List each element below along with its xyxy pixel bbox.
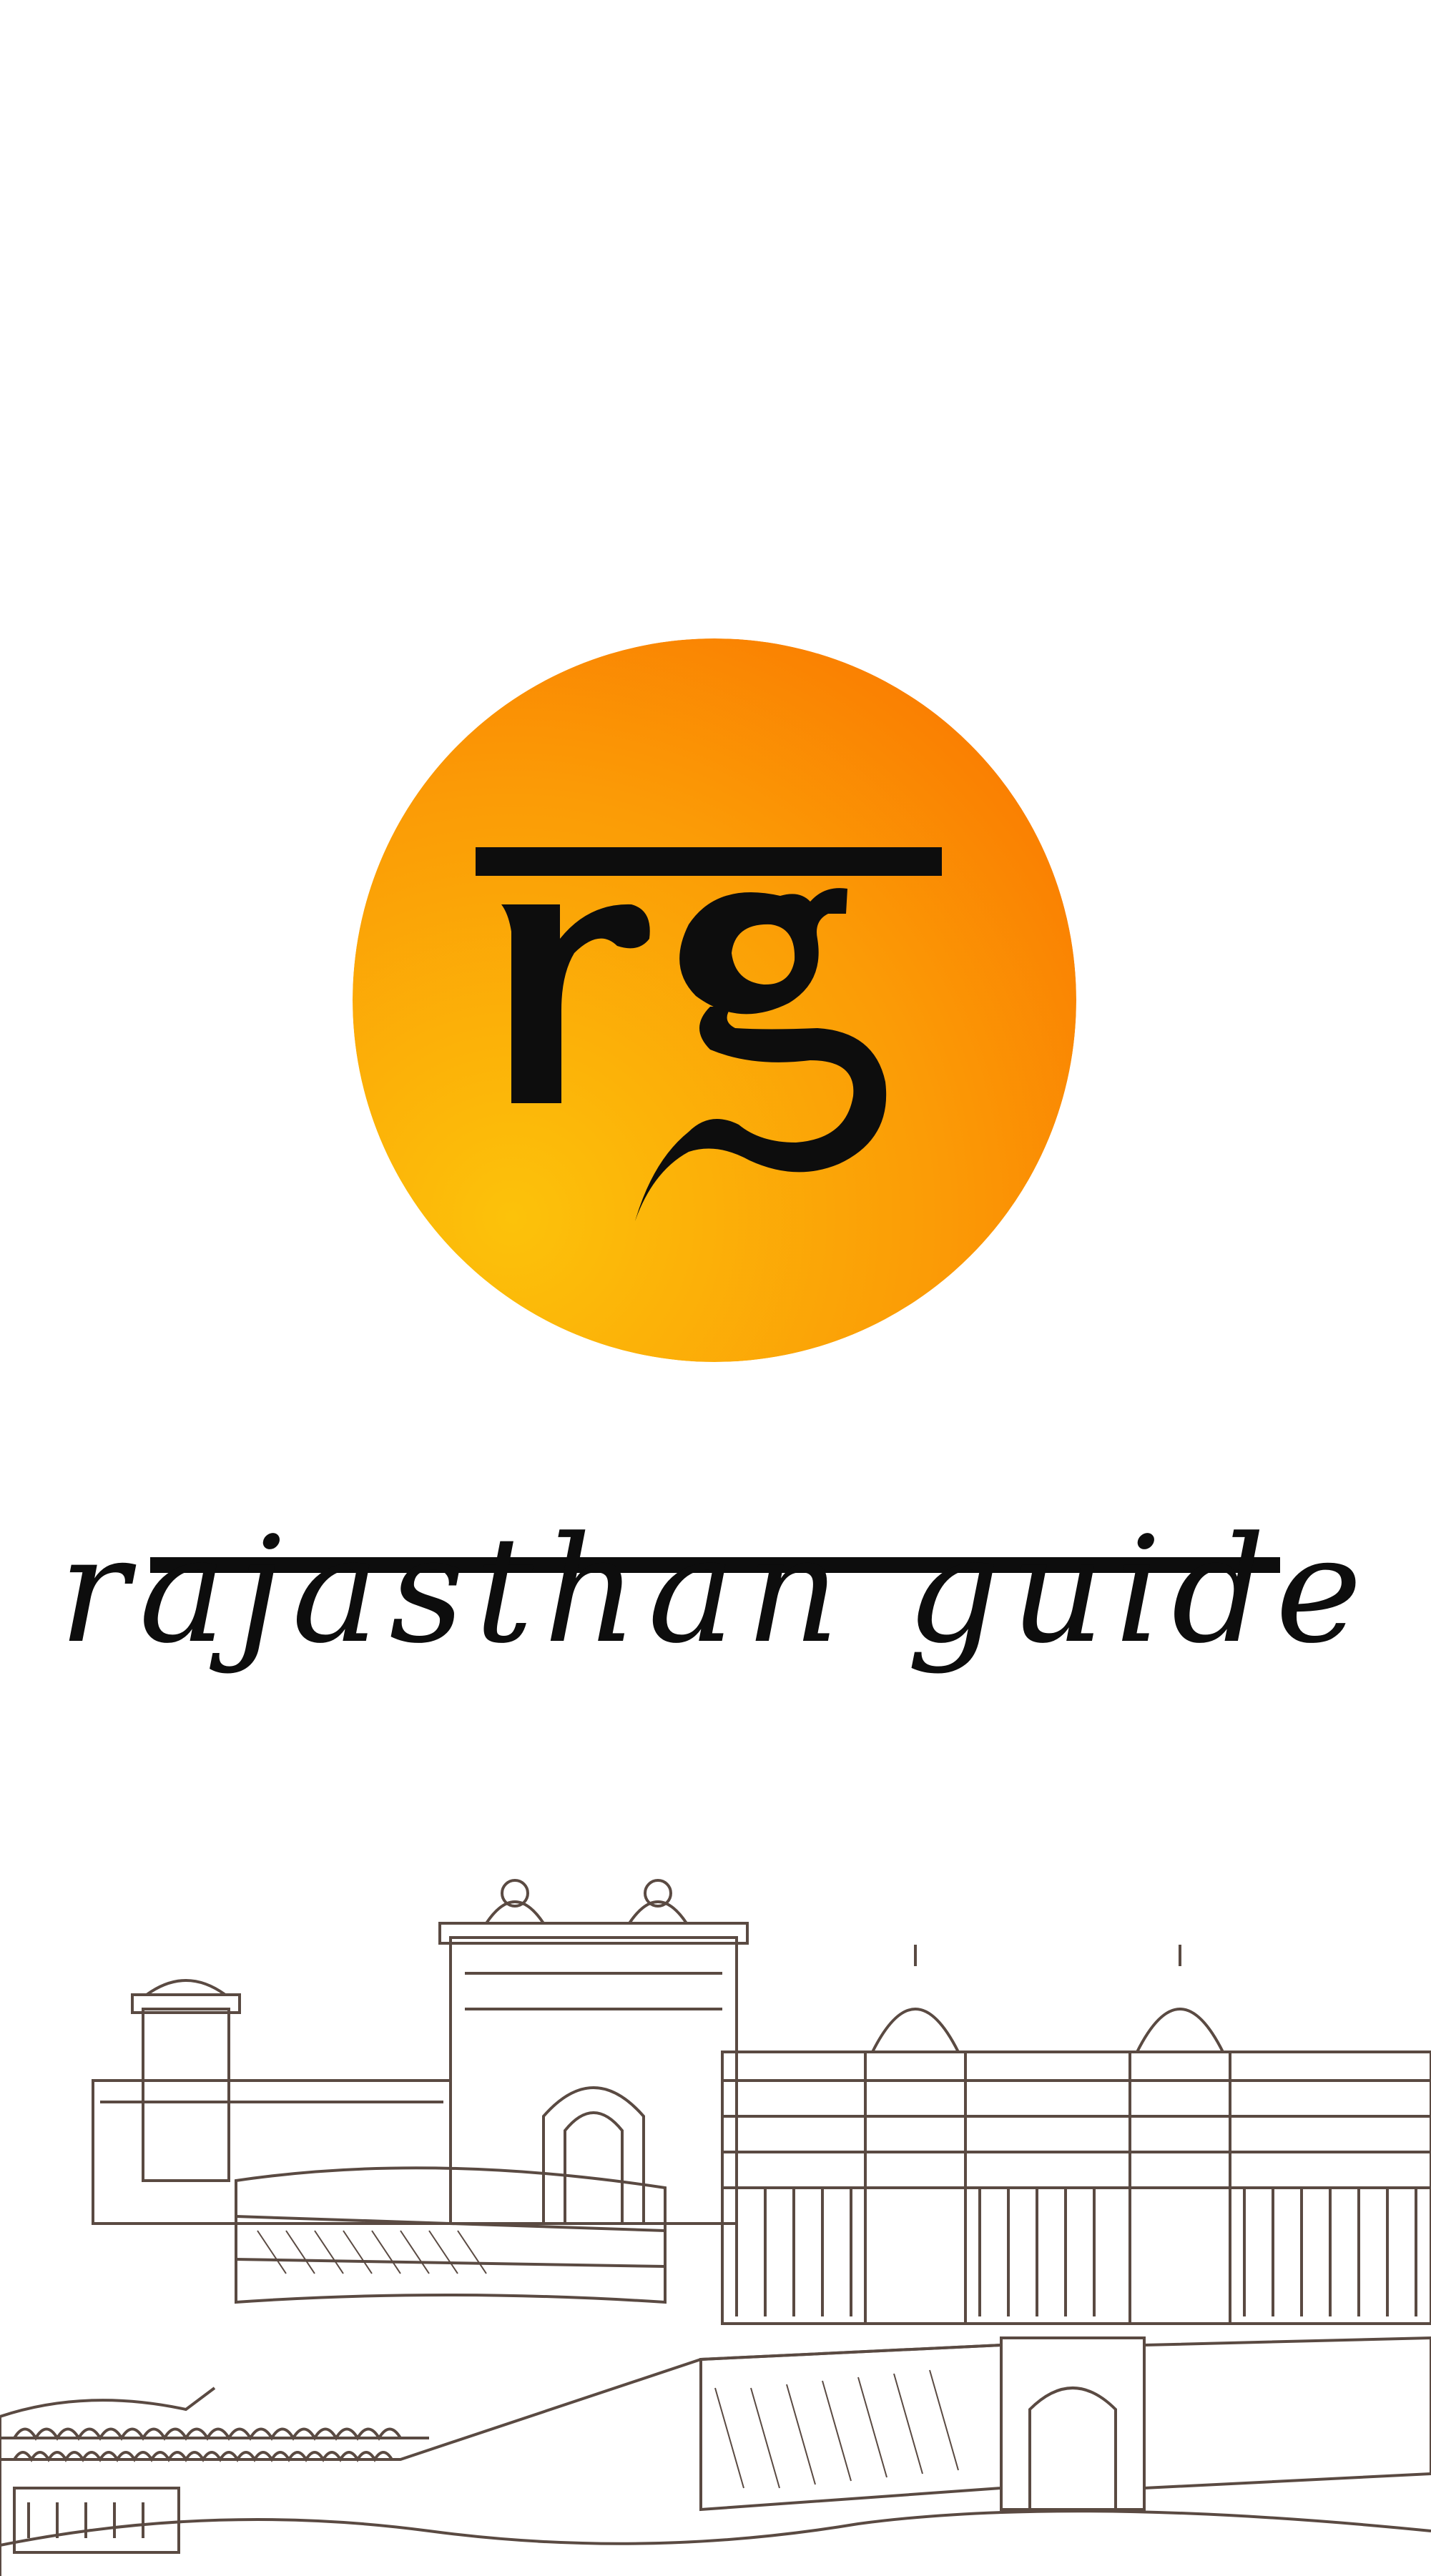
app-title: rajasthan guide [59,1506,1372,1676]
rg-logo-icon [353,638,1076,1362]
amer-fort-sketch-icon [0,1845,1431,2576]
